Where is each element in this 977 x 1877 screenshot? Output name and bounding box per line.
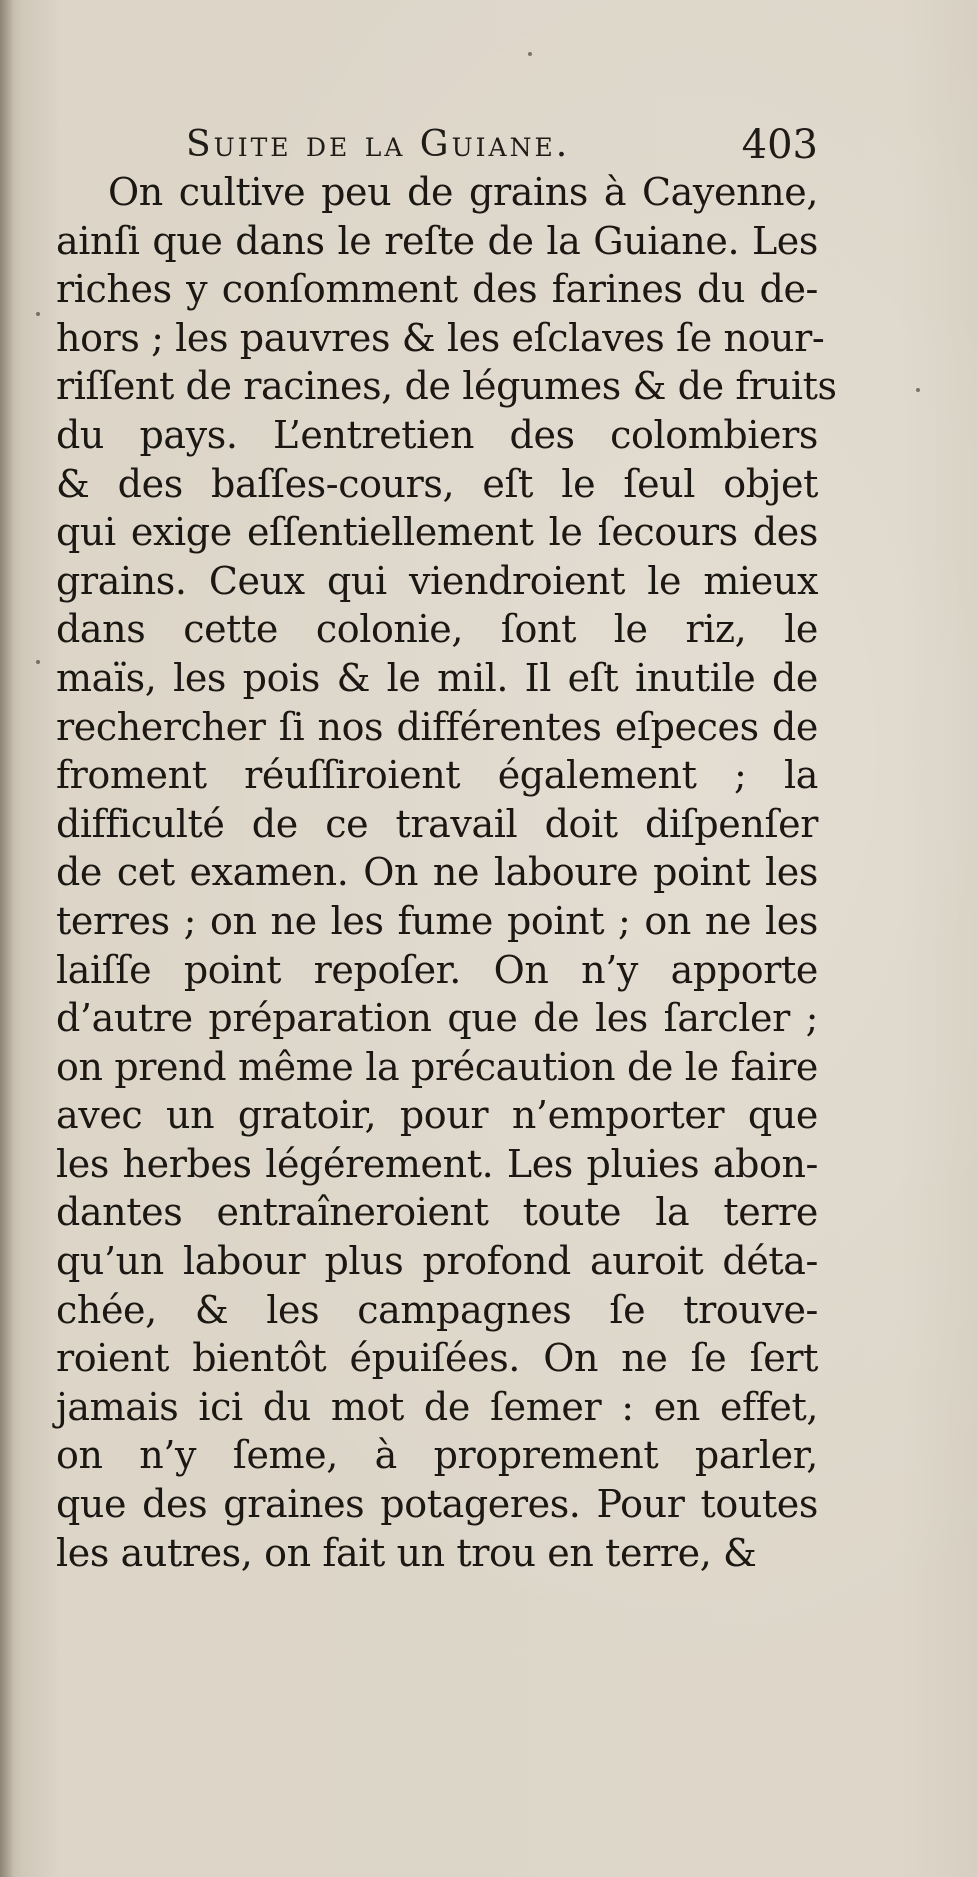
text-line: difficulté de ce travail doit diſpenſer bbox=[56, 801, 818, 846]
page-number: 403 bbox=[741, 122, 818, 168]
running-head-title: Suite de la Guiane. bbox=[186, 124, 571, 165]
text-line: avec un gratoir, pour n’emporter que bbox=[56, 1093, 818, 1138]
text-line: froment réuſſiroient également ; la bbox=[56, 753, 818, 798]
text-line: chée, & les campagnes ſe trouve- bbox=[56, 1287, 818, 1332]
text-line: du pays. L’entretien des colombiers bbox=[56, 412, 818, 457]
text-line: qu’un labour plus profond auroit déta- bbox=[56, 1239, 818, 1284]
text-line: les herbes légérement. Les pluies abon- bbox=[56, 1141, 818, 1186]
text-line: de cet examen. On ne laboure point les bbox=[56, 850, 818, 895]
paper-speck bbox=[36, 312, 40, 316]
text-line: qui exige eſſentiellement le ſecours des bbox=[56, 510, 818, 555]
text-line: grains. Ceux qui viendroient le mieux bbox=[56, 558, 818, 603]
text-line: dantes entraîneroient toute la terre bbox=[56, 1190, 818, 1235]
text-line: dans cette colonie, ſont le riz, le bbox=[56, 607, 818, 652]
text-line: les autres, on fait un trou en terre, & bbox=[56, 1530, 757, 1575]
text-line: laiſſe point repoſer. On n’y apporte bbox=[56, 947, 818, 992]
text-line: ainſi que dans le reſte de la Guiane. Les bbox=[56, 218, 818, 263]
text-line: on n’y ſeme, à proprement parler, bbox=[56, 1433, 818, 1478]
text-line: rechercher ſi nos différentes eſpeces de bbox=[56, 704, 818, 749]
text-line: riſſent de racines, de légumes & de fruits bbox=[56, 364, 837, 409]
text-line: & des baſſes-cours, eſt le ſeul objet bbox=[56, 461, 818, 506]
text-line: d’autre préparation que de les ſarcler ; bbox=[56, 996, 818, 1041]
text-line: que des graines potageres. Pour toutes bbox=[56, 1482, 818, 1527]
text-line: jamais ici du mot de ſemer : en effet, bbox=[56, 1384, 818, 1429]
text-line: terres ; on ne les fume point ; on ne les bbox=[56, 898, 818, 943]
text-line: roient bientôt épuiſées. On ne ſe ſert bbox=[56, 1336, 818, 1381]
body-text bbox=[56, 168, 837, 1577]
running-head bbox=[186, 118, 818, 174]
gutter-shadow bbox=[0, 0, 14, 1877]
paper-speck bbox=[916, 388, 920, 392]
text-line: On cultive peu de grains à Cayenne, bbox=[108, 170, 818, 214]
paper-speck bbox=[528, 52, 532, 56]
text-line: maïs, les pois & le mil. Il eſt inutile de bbox=[56, 655, 818, 700]
paper-speck bbox=[36, 660, 40, 664]
text-line: on prend même la précaution de le faire bbox=[56, 1044, 818, 1089]
text-line: hors ; les pauvres & les eſclaves ſe nour- bbox=[56, 315, 825, 360]
text-line: riches y conſomment des farines du de- bbox=[56, 267, 818, 312]
